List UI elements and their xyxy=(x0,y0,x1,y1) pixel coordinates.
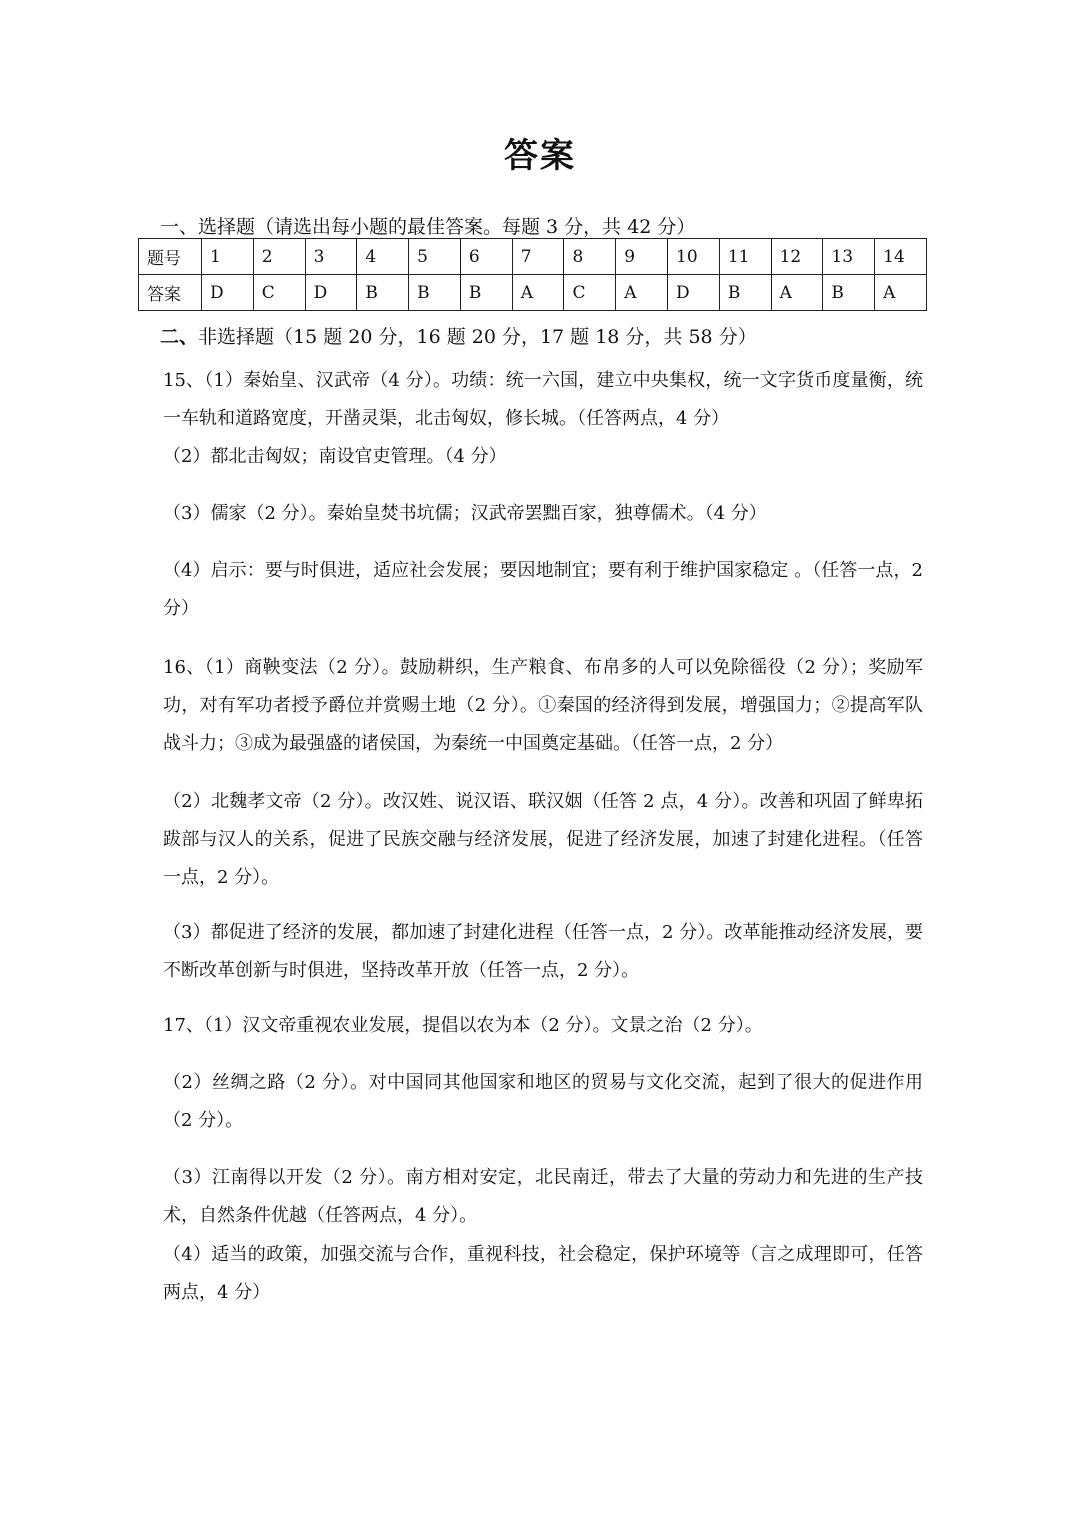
section1-heading: 一、选择题（请选出每小题的最佳答案。每题 3 分，共 42 分） xyxy=(160,216,696,238)
answer-cell: B xyxy=(823,275,875,311)
answer-17-part3: （3）江南得以开发（2 分）。南方相对安定，北民南迁，带去了大量的劳动力和先进的生产技术，自然条件优越（任答两点，4 分）。 xyxy=(163,1167,923,1226)
question-number-cell: 10 xyxy=(668,239,720,275)
answer-cell: B xyxy=(460,275,512,311)
section2-heading-text: 非选择题（15 题 20 分，16 题 20 分，17 题 18 分，共 58 分） xyxy=(198,326,757,348)
answer-17-part4: （4）适当的政策，加强交流与合作，重视科技，社会稳定，保护环境等（言之成理即可，任答两点，4 分） xyxy=(163,1244,923,1303)
question-number-cell: 9 xyxy=(616,239,668,275)
answer-cell: C xyxy=(253,275,305,311)
answer-15-part1: 15、（1）秦始皇、汉武帝（4 分）。功绩：统一六国，建立中央集权，统一文字货币度量衡，统一车轨和道路宽度，开凿灵渠，北击匈奴，修长城。（任答两点，4 分） xyxy=(163,370,923,429)
answer-table xyxy=(138,238,927,311)
question-number-cell: 5 xyxy=(409,239,461,275)
question-number-cell: 13 xyxy=(823,239,875,275)
row-label-answer: 答案 xyxy=(139,275,202,311)
question-number-cell: 1 xyxy=(202,239,254,275)
question-number-cell: 12 xyxy=(771,239,823,275)
question-number-cell: 8 xyxy=(564,239,616,275)
question-number-row xyxy=(139,239,927,275)
page-title: 答案 xyxy=(504,136,576,176)
answer-15-part4: （4）启示：要与时俱进，适应社会发展；要因地制宜；要有利于维护国家稳定 。（任答一点，2 分） xyxy=(163,560,923,619)
answer-17-part1: 17、（1）汉文帝重视农业发展，提倡以农为本（2 分）。文景之治（2 分）。 xyxy=(163,1015,763,1036)
question-number-cell: 6 xyxy=(460,239,512,275)
answer-cell: B xyxy=(357,275,409,311)
answer-cell: A xyxy=(771,275,823,311)
question-number-cell: 11 xyxy=(719,239,771,275)
section2-number: 二、 xyxy=(160,326,199,348)
row-label-question-number: 题号 xyxy=(139,239,202,275)
question-number-cell: 2 xyxy=(253,239,305,275)
answer-cell: A xyxy=(512,275,564,311)
answer-16-part1: 16、（1）商鞅变法（2 分）。鼓励耕织，生产粮食、布帛多的人可以免除徭役（2 分）；奖励军功，对有军功者授予爵位并赏赐土地（2 分）。①秦国的经济得到发展，增强国力；②提高军队战斗力；③成为最强盛的诸侯国，为秦统一中国奠定基础。（任答一点，2 分） xyxy=(163,657,923,754)
answer-cell: C xyxy=(564,275,616,311)
answer-cell: D xyxy=(305,275,357,311)
answer-16-part2: （2）北魏孝文帝（2 分）。改汉姓、说汉语、联汉姻（任答 2 点，4 分）。改善和巩固了鲜卑拓跋部与汉人的关系，促进了民族交融与经济发展，促进了经济发展，加速了封建化进程。（任答一点，2 分）。 xyxy=(163,791,923,888)
question-number-cell: 14 xyxy=(875,239,927,275)
answer-cell: B xyxy=(409,275,461,311)
answer-cell: B xyxy=(719,275,771,311)
answer-15-part3: （3）儒家（2 分）。秦始皇焚书坑儒；汉武帝罢黜百家，独尊儒术。（4 分） xyxy=(163,503,767,524)
answer-row xyxy=(139,275,927,311)
answer-17-part2: （2）丝绸之路（2 分）。对中国同其他国家和地区的贸易与文化交流，起到了很大的促进作用（2 分）。 xyxy=(163,1072,923,1131)
answer-15-part2: （2）都北击匈奴；南设官吏管理。（4 分） xyxy=(163,446,507,467)
answer-cell: D xyxy=(202,275,254,311)
question-number-cell: 3 xyxy=(305,239,357,275)
answer-cell: A xyxy=(875,275,927,311)
answer-cell: A xyxy=(616,275,668,311)
section2-heading xyxy=(160,322,757,349)
answer-cell: D xyxy=(668,275,720,311)
answer-16-part3: （3）都促进了经济的发展，都加速了封建化进程（任答一点，2 分）。改革能推动经济发展，要不断改革创新与时俱进，坚持改革开放（任答一点，2 分）。 xyxy=(163,922,923,981)
question-number-cell: 4 xyxy=(357,239,409,275)
question-number-cell: 7 xyxy=(512,239,564,275)
